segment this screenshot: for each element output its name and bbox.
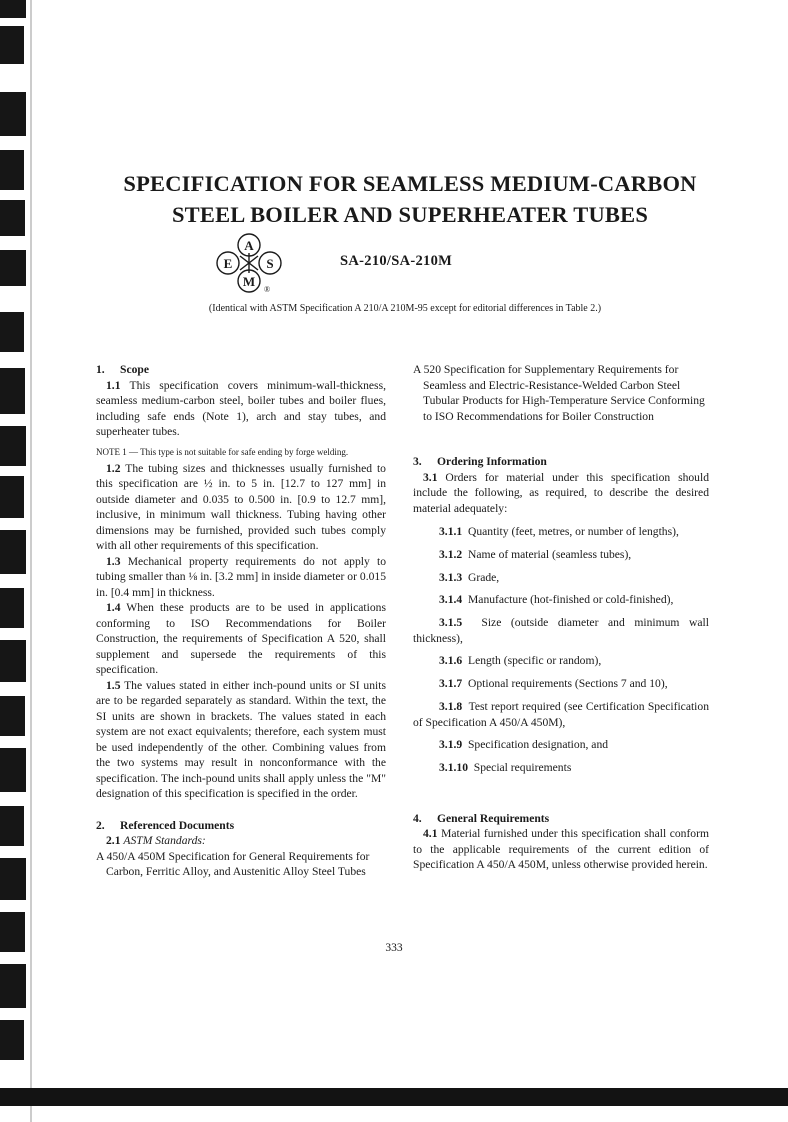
reference-a450: A 450/A 450M Specification for General Requirements for Carbon, Ferritic Alloy, and Austenitic Alloy Steel Tubes bbox=[96, 849, 370, 878]
paragraph-text: The tubing sizes and thicknesses usually furnished to this specification are ½ in. to 5 in. [12.7 to 127 mm] in outside diameter and 0.035 to 0.500 in. [0.9 to 12.7 mm], inclusive, in minimum wall thickness. Tubing having other dimensions may be furnished, provided such tubes comply with all other requirements of this specification. bbox=[96, 461, 386, 552]
item-number: 3.1.3 bbox=[439, 570, 463, 584]
item-text: Size (outside diameter and minimum wall thickness), bbox=[413, 616, 709, 645]
binding-mark bbox=[0, 250, 26, 286]
ordering-item bbox=[413, 737, 709, 753]
item-text: Manufacture (hot-finished or cold-finished), bbox=[467, 593, 674, 607]
section-title: General Requirements bbox=[437, 811, 550, 825]
paragraph-text: Material furnished under this specification shall conform to the applicable requirements of the current edition of Specification A 450/A 450M, unless otherwise provided herein. bbox=[413, 827, 709, 872]
section-number: 1. bbox=[96, 363, 105, 376]
paragraph-text: This specification covers minimum-wall-thickness, seamless medium-carbon steel, boiler tubes and boiler flues, including safe ends (Note 1), arch and stay tubes, and superheater tubes. bbox=[96, 378, 386, 438]
paragraph-number: 2.1 bbox=[106, 834, 121, 847]
subsection-2-1 bbox=[96, 833, 386, 849]
section-heading-referenced-documents bbox=[96, 818, 386, 834]
item-text: Name of material (seamless tubes), bbox=[467, 547, 632, 561]
paragraph-1-3 bbox=[96, 554, 386, 601]
ordering-item bbox=[413, 570, 709, 586]
ordering-item bbox=[413, 760, 709, 776]
ordering-items-list bbox=[413, 524, 709, 776]
paragraph-number: 4.1 bbox=[423, 827, 438, 841]
section-heading-general-requirements bbox=[413, 811, 709, 827]
binding-mark bbox=[0, 426, 26, 466]
paragraph-text: The values stated in either inch-pound units or SI units are to be regarded separately as standard. Within the text, the SI units are shown in brackets. The values stated in each system are not exact equivalents; therefore, each system must be used independently of the other. Combining values from the two systems may result in nonconformance with the specification. The inch-pound units shall apply unless the "M" designation of this specification is specified in the order. bbox=[96, 678, 386, 800]
item-number: 3.1.6 bbox=[439, 654, 463, 668]
spec-designation: SA-210/SA-210M bbox=[340, 253, 453, 269]
binding-mark bbox=[0, 26, 24, 64]
item-number: 3.1.5 bbox=[439, 616, 463, 630]
binding-mark bbox=[0, 806, 24, 846]
title-line-1: SPECIFICATION FOR SEAMLESS MEDIUM-CARBON bbox=[123, 171, 697, 196]
paragraph-number: 1.4 bbox=[106, 601, 121, 614]
binding-mark bbox=[0, 312, 24, 352]
page-number: 333 bbox=[385, 942, 403, 954]
paragraph-1-1 bbox=[96, 378, 386, 440]
right-column bbox=[413, 362, 709, 873]
document-title bbox=[70, 168, 750, 230]
asme-logo-graphic bbox=[214, 232, 284, 294]
binding-mark bbox=[0, 858, 26, 900]
item-number: 3.1.4 bbox=[439, 593, 463, 607]
binding-mark bbox=[0, 476, 24, 518]
item-text: Quantity (feet, metres, or number of lengths), bbox=[467, 525, 679, 538]
section-title: Ordering Information bbox=[437, 455, 547, 468]
ordering-item bbox=[413, 547, 709, 563]
ordering-item bbox=[413, 653, 709, 669]
paragraph-number: 1.1 bbox=[106, 378, 121, 392]
binding-mark bbox=[0, 200, 25, 236]
paragraph-text: Orders for material under this specification should include the following, as required, to describe the desired material adequately: bbox=[413, 470, 709, 515]
binding-mark bbox=[0, 1020, 24, 1060]
paragraph-4-1 bbox=[413, 826, 709, 873]
item-number: 3.1.2 bbox=[439, 547, 463, 561]
logo-letter-right: S bbox=[266, 256, 274, 271]
binding-mark bbox=[0, 0, 26, 18]
subsection-title: ASTM Standards: bbox=[123, 834, 206, 847]
section-title: Scope bbox=[120, 363, 149, 376]
binding-mark bbox=[0, 150, 24, 190]
logo-registered-mark: ® bbox=[264, 285, 271, 294]
reference-a520: A 520 Specification for Supplementary Requirements for Seamless and Electric-Resistance-Welded Carbon Steel Tubular Products for High-Temperature Service Conforming to ISO Recommendations for Boiler Construction bbox=[413, 363, 705, 423]
asme-logo-icon bbox=[214, 232, 284, 294]
paragraph-number: 1.2 bbox=[106, 461, 121, 475]
logo-letter-top: A bbox=[244, 238, 254, 253]
section-number: 4. bbox=[413, 811, 422, 825]
paragraph-number: 1.3 bbox=[106, 554, 121, 568]
item-text: Specification designation, and bbox=[467, 738, 609, 752]
left-column bbox=[96, 362, 386, 880]
title-line-2: STEEL BOILER AND SUPERHEATER TUBES bbox=[171, 202, 649, 227]
binding-mark bbox=[0, 368, 25, 414]
binding-mark bbox=[0, 92, 26, 136]
ordering-item bbox=[413, 592, 709, 608]
binding-mark bbox=[0, 964, 26, 1008]
paragraph-number: 3.1 bbox=[423, 470, 438, 484]
binding-mark bbox=[0, 640, 26, 682]
item-number: 3.1.7 bbox=[439, 677, 463, 691]
item-number: 3.1.10 bbox=[439, 761, 468, 775]
paragraph-1-2 bbox=[96, 461, 386, 554]
ordering-item bbox=[413, 699, 709, 730]
section-number: 3. bbox=[413, 455, 422, 468]
binding-mark bbox=[0, 748, 26, 792]
section-number: 2. bbox=[96, 818, 105, 832]
ordering-item bbox=[413, 524, 709, 540]
scan-bottom-edge bbox=[0, 1088, 788, 1106]
item-number: 3.1.9 bbox=[439, 738, 463, 752]
paragraph-1-4 bbox=[96, 600, 386, 678]
logo-letter-bottom: M bbox=[242, 274, 256, 289]
binding-mark bbox=[0, 530, 26, 574]
identical-note: (Identical with ASTM Specification A 210/A 210M-95 except for editorial differences in Table 2.) bbox=[208, 303, 602, 314]
paragraph-3-1 bbox=[413, 470, 709, 517]
item-text: Special requirements bbox=[473, 761, 572, 775]
section-heading-scope bbox=[96, 362, 386, 378]
binding-mark bbox=[0, 696, 25, 736]
item-text: Grade, bbox=[467, 570, 500, 584]
item-text: Test report required (see Certification Specification of Specification A 450/A 450M), bbox=[413, 700, 709, 729]
paragraph-text: Mechanical property requirements do not apply to tubing smaller than ⅛ in. [3.2 mm] in inside diameter or 0.015 in. [0.4 mm] in thickness. bbox=[96, 554, 387, 599]
paragraph-1-5 bbox=[96, 678, 386, 802]
paragraph-text: When these products are to be used in applications conforming to ISO Recommendations for Boiler Construction, the requirements of Specification A 520, shall supplement and supersede the requirements of this specification. bbox=[96, 601, 386, 676]
binding-mark bbox=[0, 588, 24, 628]
item-text: Length (specific or random), bbox=[467, 654, 602, 668]
item-text: Optional requirements (Sections 7 and 10), bbox=[467, 677, 668, 691]
item-number: 3.1.1 bbox=[439, 525, 463, 538]
ordering-item bbox=[413, 676, 709, 692]
section-heading-ordering-information bbox=[413, 454, 709, 470]
section-title: Referenced Documents bbox=[120, 818, 235, 832]
note-1: NOTE 1 — This type is not suitable for safe ending by forge welding. bbox=[96, 446, 349, 457]
item-number: 3.1.8 bbox=[439, 700, 463, 714]
logo-letter-left: E bbox=[223, 256, 233, 271]
ordering-item bbox=[413, 615, 709, 646]
paragraph-number: 1.5 bbox=[106, 678, 121, 692]
